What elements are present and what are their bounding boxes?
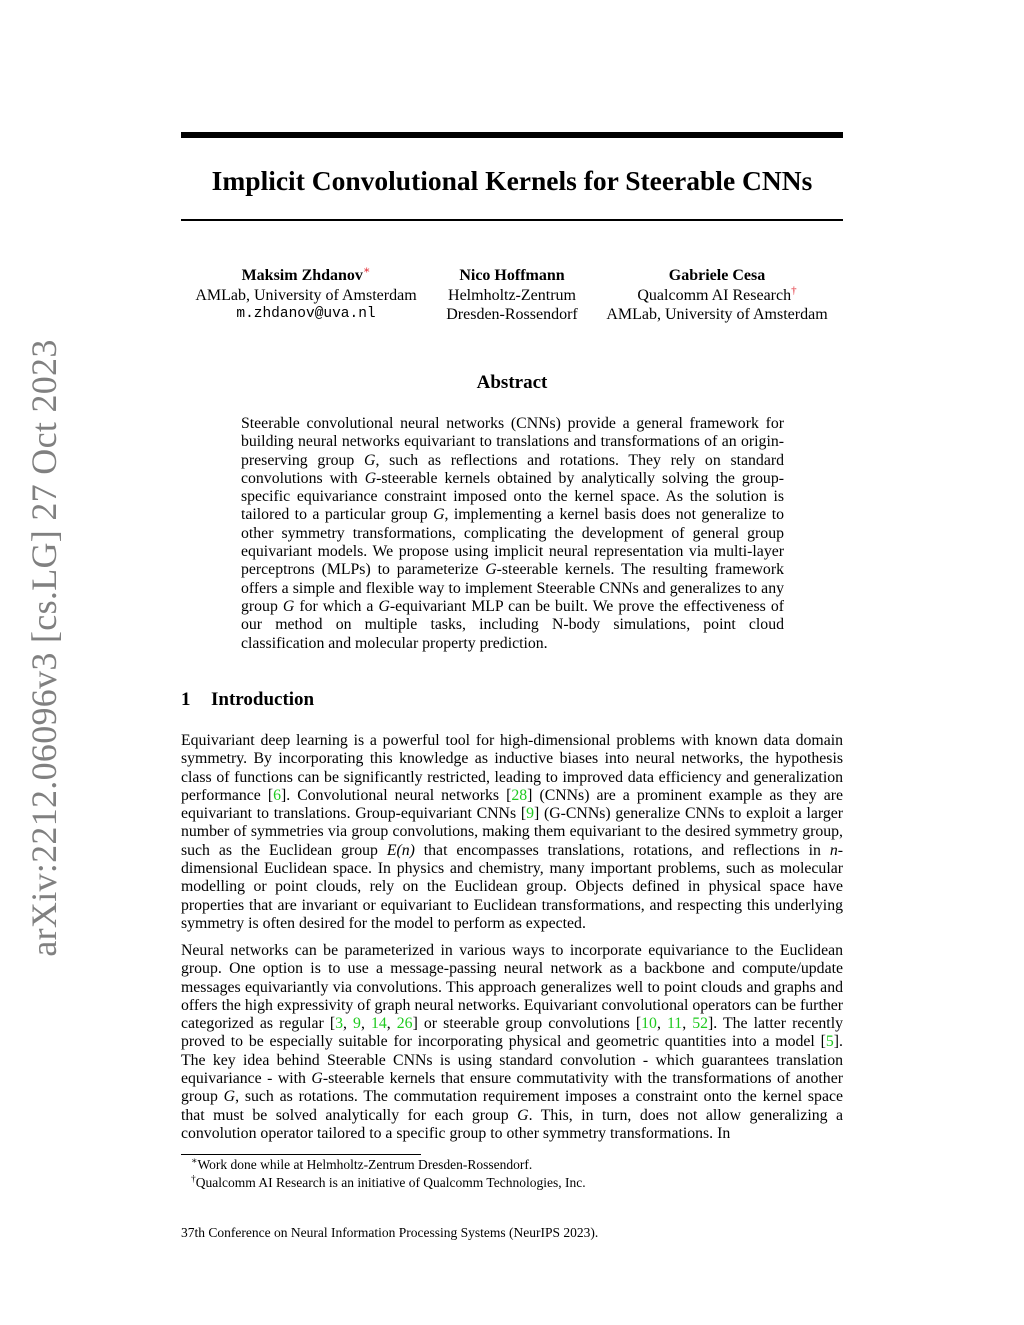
math-symbol: G (223, 1088, 236, 1106)
footnote-divider (181, 1154, 421, 1155)
arxiv-identifier[interactable]: arXiv:2212.06096v3 [cs.LG] 27 Oct 2023 (24, 339, 64, 957)
intro-paragraph-1: Equivariant deep learning is a powerful tool for high-dimensional problems with known data domain symmetry. By incorporating this knowledge as inductive biases into neural networks, the hypothesis class of functions can be significantly restricted, leading to improved data efficiency and generalization performance [6]. Convolutional neural networks [28] (CNNs) are a prominent example as they are equivariant to translations. Group-equivariant CNNs [9] (G-CNNs) generalize CNNs to exploit a larger number of symmetries via group convolutions, making them equivariant to the desired symmetry group, such as the Euclidean group E(n) that encompasses translations, rotations, and reflections in n-dimensional Euclidean space. In physics and chemistry, many important problems, such as molecular modelling or point clouds, rely on the Euclidean group. Objects defined in physical space have properties that are invariant or equivariant to Euclidean transformations, and respecting this underlying symmetry is often desired for the model to perform as expected. (181, 732, 843, 932)
footnote-2 (191, 1175, 586, 1191)
section-number: 1 (181, 689, 191, 710)
math-symbol: G (378, 597, 390, 615)
author-cesa (593, 266, 841, 325)
author-email[interactable]: m.zhdanov@uva.nl (236, 306, 376, 322)
author-name: Maksim Zhdanov (241, 267, 363, 284)
abstract-heading: Abstract (476, 372, 548, 393)
math-symbol: n (829, 841, 838, 859)
math-symbol: G (282, 597, 295, 615)
paper-title: Implicit Convolutional Kernels for Steerable CNNs (211, 165, 813, 196)
citation-link[interactable]: 5 (825, 1033, 834, 1051)
author-affiliation: AMLab, University of Amsterdam (606, 306, 828, 323)
affiliation-footnote-mark[interactable]: † (791, 284, 797, 297)
title-top-rule (181, 132, 843, 138)
citation-link[interactable]: 28 (511, 786, 528, 804)
footnote-symbol: † (191, 1174, 196, 1185)
author-name: Nico Hoffmann (459, 267, 565, 284)
citation-link[interactable]: 14 (370, 1015, 387, 1033)
author-footnote-mark: ∗ (362, 264, 371, 277)
venue-note: 37th Conference on Neural Information Processing Systems (NeurIPS 2023). (181, 1225, 599, 1240)
title-bottom-rule (181, 219, 843, 221)
math-symbol: G (517, 1106, 529, 1124)
citation-link[interactable]: 52 (692, 1015, 708, 1033)
math-symbol: G (311, 1070, 323, 1088)
abstract-text: Steerable convolutional neural networks (CNNs) provide a general framework for building neural networks equivariant to translations and transformations of an origin-preserving group G, such as reflections and rotations. They rely on standard convolutions with G-steerable kernels obtained by analytically solving the group-specific equivariance constraint imposed onto the kernel space. As the solution is tailored to a particular group G, implementing a kernel basis does not generalize to other symmetry transformations, complicating the development of general group equivariant models. We propose using implicit neural representation via multi-layer perceptrons (MLPs) to parameterize G-steerable kernels. The resulting framework offers a simple and flexible way to implement Steerable CNNs and generalizes to any group G for which a G-equivariant MLP can be built. We prove the effectiveness of our method on multiple tasks, including N-body simulations, point cloud classification and molecular property prediction. (241, 415, 784, 652)
author-affiliation: Helmholtz-Zentrum (448, 286, 576, 304)
citation-link[interactable]: 3 (335, 1015, 344, 1033)
citation-link[interactable]: 6 (273, 786, 282, 804)
section-title: Introduction (211, 689, 315, 710)
author-name: Gabriele Cesa (668, 267, 766, 284)
footnote-text: Qualcomm AI Research is an initiative of Qualcomm Technologies, Inc. (195, 1175, 586, 1190)
author-zhdanov (181, 266, 431, 325)
math-symbol: G (433, 506, 445, 524)
citation-link[interactable]: 11 (666, 1015, 683, 1033)
citation-link[interactable]: 10 (641, 1015, 657, 1033)
math-symbol: G (485, 561, 497, 579)
author-hoffmann (431, 266, 593, 325)
math-symbol: G (364, 451, 376, 469)
author-affiliation: Dresden-Rossendorf (446, 306, 578, 323)
citation-link[interactable]: 26 (396, 1015, 413, 1033)
author-affiliation: AMLab, University of Amsterdam (195, 286, 417, 304)
math-symbol: G (364, 469, 377, 487)
footnote-text: Work done while at Helmholtz-Zentrum Dresden-Rossendorf. (197, 1157, 533, 1172)
footnote-1 (191, 1157, 532, 1173)
section-heading-introduction (181, 689, 314, 711)
citation-link[interactable]: 9 (353, 1015, 361, 1033)
math-symbol: E(n) (386, 841, 415, 859)
author-affiliation: Qualcomm AI Research (637, 286, 792, 304)
citation-link[interactable]: 9 (526, 805, 534, 823)
intro-paragraph-2: Neural networks can be parameterized in various ways to incorporate equivariance to the Euclidean group. One option is to use a message-passing neural network as a backbone and compute/update messages equivariantly via convolutions. This approach generalizes well to point clouds and graphs and offers the high expressivity of graph neural networks. Equivariant convolutional operators can be further categorized as regular [3, 9, 14, 26] or steerable group convolutions [10, 11, 52]. The latter recently proved to be especially suitable for incorporating physical and geometric quantities into a model [5]. The key idea behind Steerable CNNs is using standard convolution - which guarantees translation equivariance - with G-steerable kernels that ensure commutativity with the transformations of another group G, such as rotations. The commutation requirement imposes a constraint onto the kernel space that must be solved analytically for each group G. This, in turn, does not allow generalizing a convolution operator tailored to a specific group to other symmetry transformations. In (181, 942, 843, 1142)
footnote-symbol: ∗ (191, 1156, 198, 1167)
